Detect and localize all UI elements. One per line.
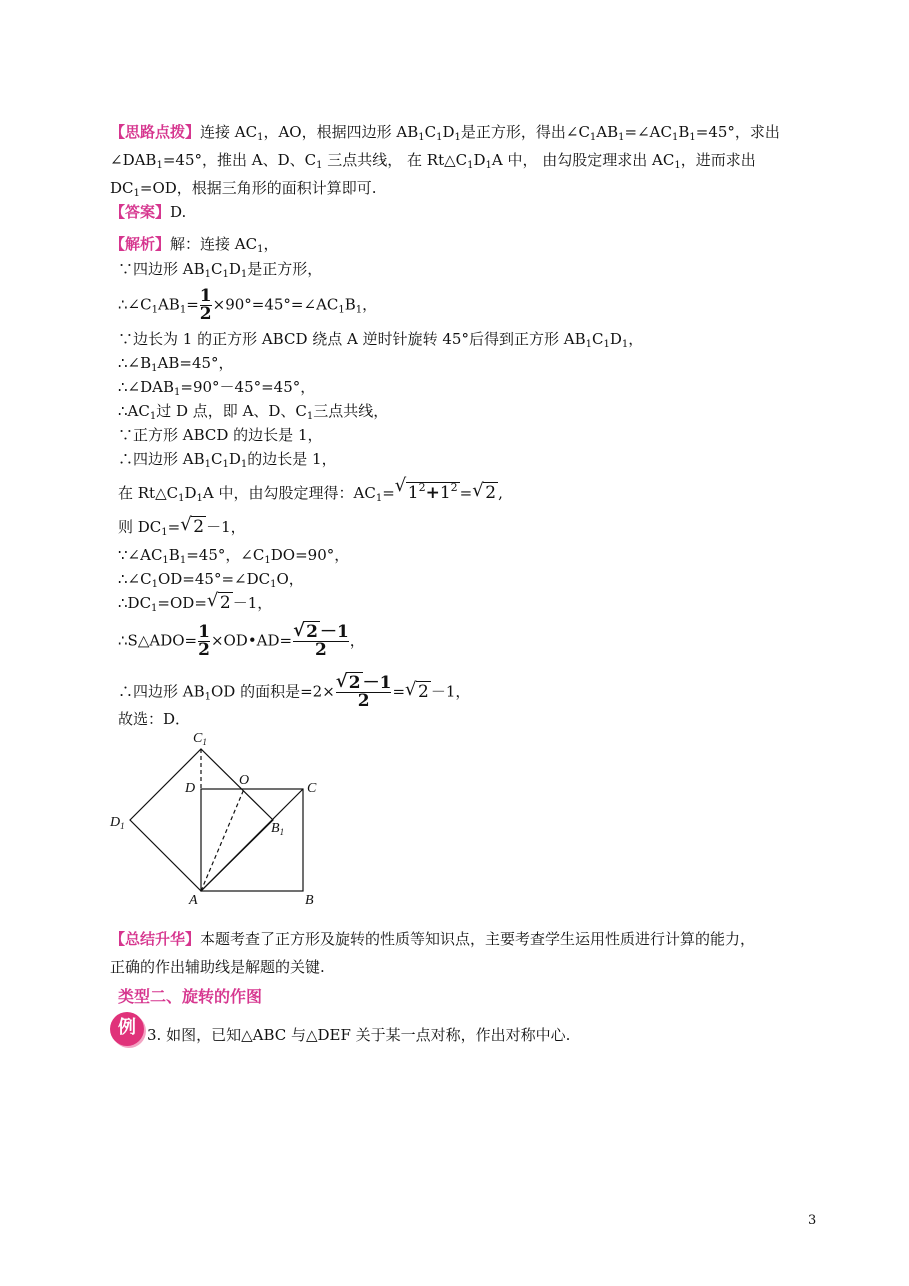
- analysis-line-13: $\therefore\angle C_1OD=45^\circ=\angle DC_1O$，: [118, 570, 304, 590]
- summary-line-2: 正确的作出辅助线是解题的关键.: [110, 958, 325, 976]
- rotated-square-figure: [105, 722, 335, 907]
- example3-text: 3. 如图，已知△ABC 与△DEF 关于某一点对称，作出对称中心.: [147, 1026, 571, 1044]
- analysis-line-9: ∴四边形 $AB_1C_1D_1$的边长是 1，: [118, 450, 337, 470]
- analysis-line-2: ∵四边形 $AB_1C_1D_1$是正方形，: [118, 260, 323, 280]
- label-a: A: [189, 893, 198, 907]
- analysis-line-5: $\therefore\angle B_1AB=45^\circ$，: [118, 354, 234, 374]
- diagonal-ac: [201, 789, 303, 891]
- answer-text: D.: [170, 203, 187, 221]
- example-badge: 例: [110, 1012, 144, 1046]
- label-c1: $C_1$: [193, 731, 207, 747]
- hint-line-2: $\angle DAB_1=45^\circ$，推出 A、D、$C_1$ 三点共线， 在 $Rt\triangle C_1D_1A$ 中， 由勾股定理求出 $AC_1$，进而求出: [110, 151, 756, 171]
- analysis-line-14: $\therefore DC_1=OD=√$ 2 －1，: [118, 592, 272, 620]
- hint-tag: 【思路点拨】: [110, 123, 201, 141]
- page-number: 3: [808, 1213, 817, 1228]
- label-b: B: [305, 893, 314, 907]
- analysis-line-7: $\therefore AC_1$过 D 点，即 A、D、$C_1$三点共线，: [118, 402, 389, 422]
- summary-tag: 【总结升华】: [110, 930, 201, 948]
- fraction-sqrt2-minus1-over-2: √ $\frac{2 -1}{2}$: [336, 675, 392, 710]
- label-c: C: [307, 781, 317, 796]
- fraction-half: $\frac{1}{2}$: [199, 286, 212, 324]
- sqrt-two: √ 2: [405, 681, 431, 703]
- analysis-line-4: ∵边长为 1 的正方形 ABCD 绕点 A 逆时针旋转 45°后得到正方形 $AB_1C_1D_1$，: [118, 330, 644, 350]
- analysis-line-16: ∴四边形 $AB_1OD$ 的面积是=2× √ $\frac{2 -1}{2}$ =√ 2 －1，: [118, 675, 470, 710]
- dashed-ao: [201, 789, 244, 891]
- analysis-tag: 【解析】: [110, 235, 171, 253]
- analysis-line-10: 在 $Rt\triangle C_1D_1A$ 中，由勾股定理得：$AC_1=√$ $1^2+1^2$ =√ 2 ,: [118, 477, 503, 510]
- label-d: D: [185, 781, 196, 796]
- analysis-line-6: $\therefore\angle DAB_1=90^\circ-45^\circ=45^\circ$，: [118, 378, 316, 398]
- analysis-line-15: ∴S△ADO= $\frac{1}{2}$ ×OD•AD= √ $\frac{2 -1}{2}$ ，: [118, 624, 365, 659]
- sqrt-two: √ 2: [472, 482, 498, 504]
- analysis-line-17: 故选：D．: [118, 710, 191, 728]
- answer-tag: 【答案】: [110, 203, 171, 221]
- analysis-line-3: $\therefore\angle C_1AB_1=$ $\frac{1}{2}$ $\times 90^\circ=45^\circ=\angle AC_1B_1$，: [118, 286, 378, 324]
- section2-title: 类型二、旋转的作图: [118, 987, 263, 1006]
- label-d1: $D_1$: [110, 815, 125, 831]
- analysis-line-11: 则 $DC_1=√$ 2 －1，: [118, 516, 246, 544]
- hint-line-3: $DC_1=OD$，根据三角形的面积计算即可.: [110, 179, 377, 199]
- sqrt-two: √ 2: [180, 516, 206, 538]
- answer-line: [110, 201, 186, 223]
- analysis-line-8: ∵正方形 ABCD 的边长是 1，: [118, 426, 323, 444]
- sqrt-sum-squares: √ $1^2+1^2$: [395, 477, 460, 504]
- hint-line-1: 【思路点拨】连接 $AC_1$，AO，根据四边形 $AB_1C_1D_1$是正方形，得出$\angle C_1AB_1=\angle AC_1B_1=45^\circ$，求出: [110, 123, 780, 143]
- label-b1: $B_1$: [271, 821, 285, 837]
- label-o: O: [239, 773, 250, 788]
- fraction-half: $\frac{1}{2}$: [198, 622, 210, 660]
- analysis-line-1: 【解析】解：连接 $AC_1$，: [110, 235, 279, 255]
- summary-line-1: 【总结升华】本题考查了正方形及旋转的性质等知识点，主要考查学生运用性质进行计算的能力，: [110, 930, 756, 948]
- sqrt-two: √ 2: [207, 592, 233, 614]
- analysis-line-12: $\because\angle AC_1B_1=45^\circ$，$\angle C_1DO=90^\circ$，: [118, 546, 350, 566]
- fraction-sqrt2-minus1-over-2: √ $\frac{2 -1}{2}$: [293, 624, 349, 659]
